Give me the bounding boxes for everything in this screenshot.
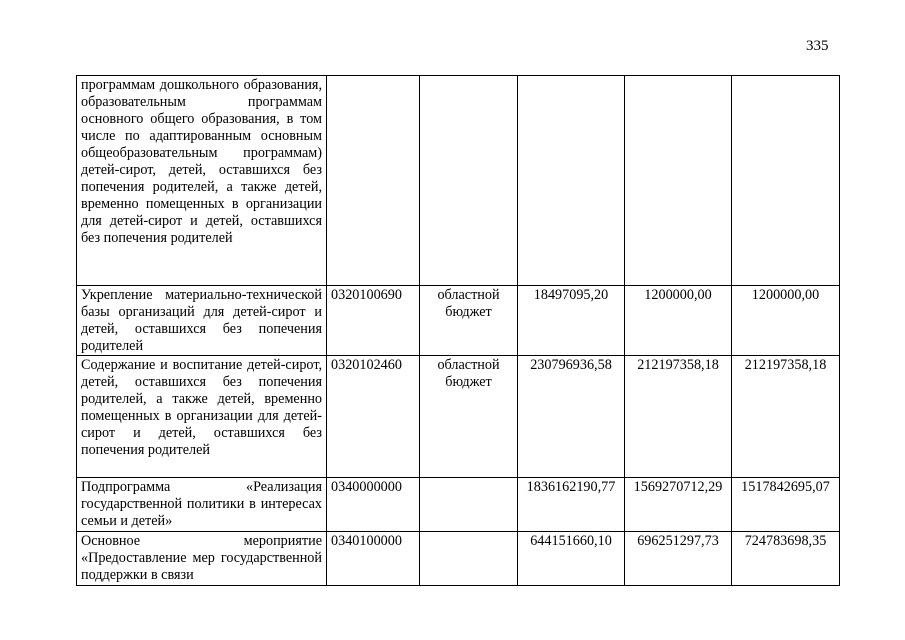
row-value-3: 1517842695,07 bbox=[732, 478, 840, 532]
row-description: Подпрограмма «Реализация государственной политики в интересах семьи и детей» bbox=[77, 478, 327, 532]
row-value-1 bbox=[518, 76, 625, 286]
row-value-1: 644151660,10 bbox=[518, 532, 625, 586]
row-description: программам дошкольного образования, образовательным программам основного общего образования, в том числе по адаптированным основным общеобразовательным программам) детей-сирот, детей, оставшихся без попечения родителей, а также детей, временно помещенных в организации для детей-сирот и детей, оставшихся без попечения родителей bbox=[77, 76, 327, 286]
table-row bbox=[77, 478, 840, 532]
row-description: Содержание и воспитание детей-сирот, детей, оставшихся без попечения родителей, а также детей, временно помещенных в организации для детей-сирот и детей, оставшихся без попечения родителей bbox=[77, 356, 327, 478]
table-row bbox=[77, 532, 840, 586]
table-row bbox=[77, 286, 840, 356]
row-description: Основное мероприятие «Предоставление мер государственной поддержки в связи bbox=[77, 532, 327, 586]
row-value-1: 230796936,58 bbox=[518, 356, 625, 478]
row-value-2 bbox=[625, 76, 732, 286]
row-funding-source: областной бюджет bbox=[420, 356, 518, 478]
row-funding-source bbox=[420, 76, 518, 286]
row-value-1: 18497095,20 bbox=[518, 286, 625, 356]
row-code: 0340100000 bbox=[327, 532, 420, 586]
table-row bbox=[77, 356, 840, 478]
row-value-3: 724783698,35 bbox=[732, 532, 840, 586]
row-value-2: 212197358,18 bbox=[625, 356, 732, 478]
row-funding-source bbox=[420, 478, 518, 532]
row-code: 0320102460 bbox=[327, 356, 420, 478]
row-value-1: 1836162190,77 bbox=[518, 478, 625, 532]
row-code bbox=[327, 76, 420, 286]
row-funding-source: областной бюджет bbox=[420, 286, 518, 356]
row-description: Укрепление материально-технической базы организаций для детей-сирот и детей, оставшихся без попечения родителей bbox=[77, 286, 327, 356]
table-row bbox=[77, 76, 840, 286]
row-value-2: 1569270712,29 bbox=[625, 478, 732, 532]
row-value-3 bbox=[732, 76, 840, 286]
row-value-3: 212197358,18 bbox=[732, 356, 840, 478]
row-value-2: 696251297,73 bbox=[625, 532, 732, 586]
row-value-2: 1200000,00 bbox=[625, 286, 732, 356]
row-code: 0340000000 bbox=[327, 478, 420, 532]
row-funding-source bbox=[420, 532, 518, 586]
page-number: 335 bbox=[806, 38, 829, 54]
budget-table bbox=[76, 75, 840, 586]
row-code: 0320100690 bbox=[327, 286, 420, 356]
row-value-3: 1200000,00 bbox=[732, 286, 840, 356]
